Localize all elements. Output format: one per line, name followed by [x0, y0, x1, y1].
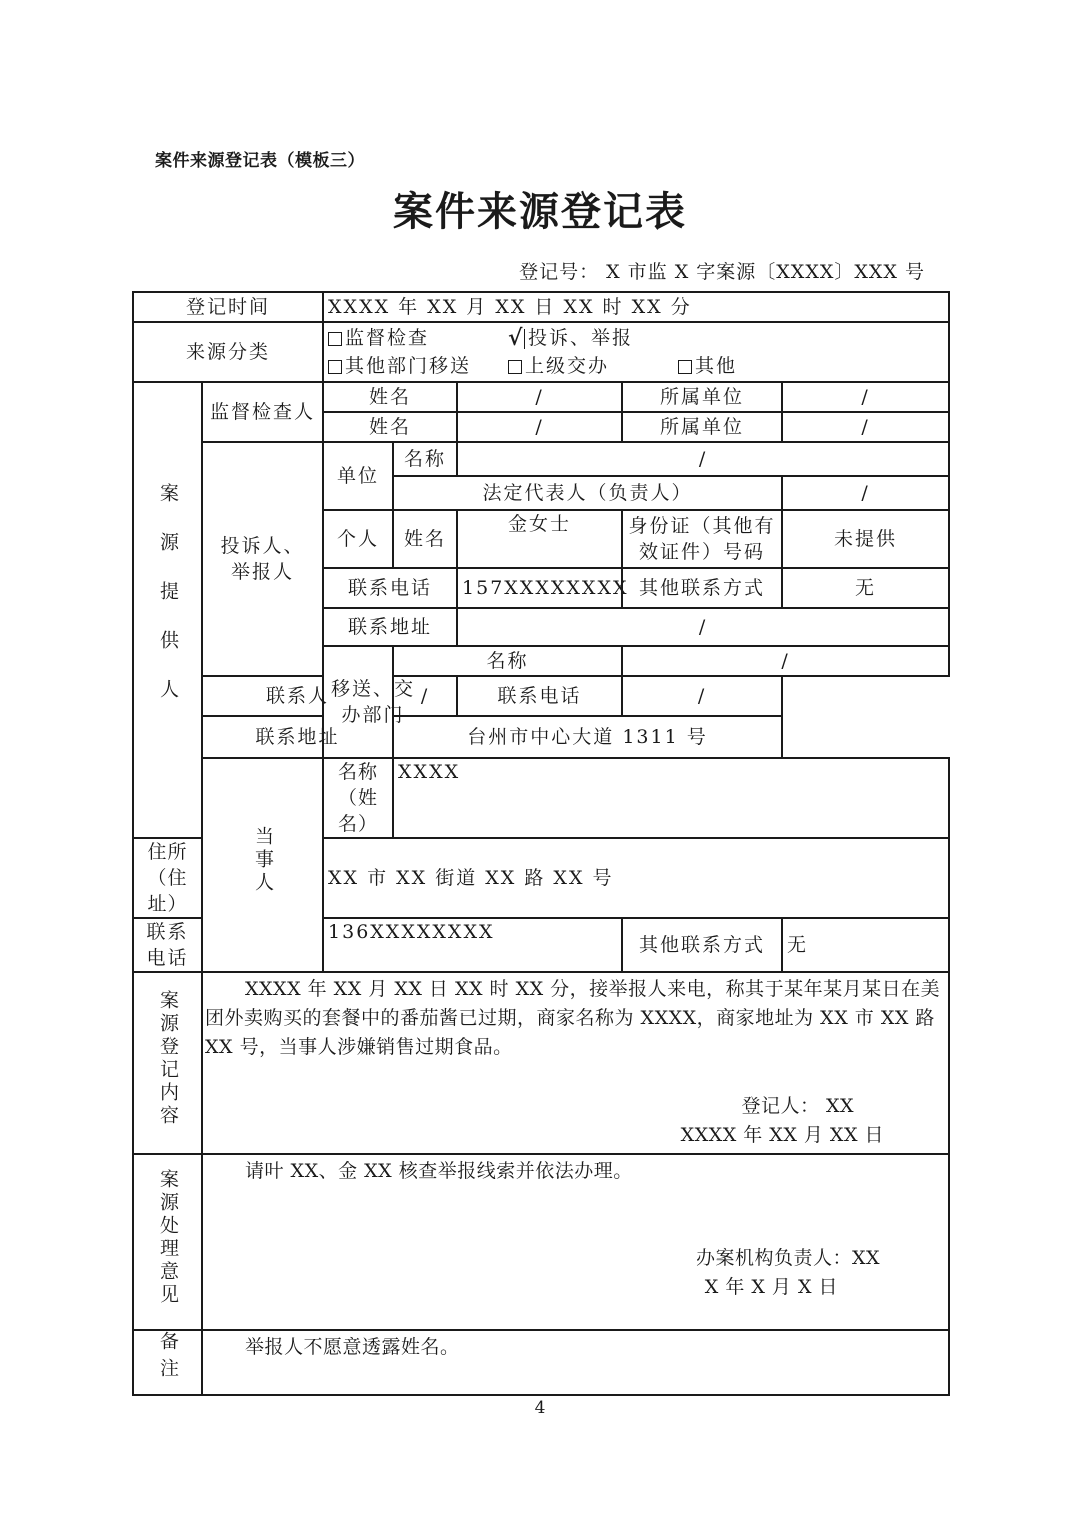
reg-time-value: XXXX 年 XX 月 XX 日 XX 时 XX 分: [323, 292, 949, 322]
registration-content-text: XXXX 年 XX 月 XX 日 XX 时 XX 分，接举报人来电，称其于某年某月某日在美团外卖购买的套餐中的番茄酱已过期，商家名称为 XXXX，商家地址为 XX 市 XX 路 XX 号，当事人涉嫌销售过期食品。: [205, 978, 941, 1058]
transfer-dept-label: 移送、交办部门: [323, 646, 393, 758]
option-supervision-inspection[interactable]: 监督检查: [328, 325, 478, 351]
remarks-cell: [202, 1330, 949, 1395]
remarks-label: 备注: [133, 1330, 202, 1395]
inspector-name-value: /: [457, 382, 622, 412]
complainant-other-contact-label: 其他联系方式: [622, 568, 782, 608]
person-label: 个人: [323, 510, 393, 568]
option-other[interactable]: 其他: [678, 353, 737, 379]
party-address-label: 住所（住址）: [133, 838, 202, 918]
legal-rep-value: /: [782, 476, 949, 510]
transfer-address-label: 联系地址: [202, 716, 393, 758]
party-other-contact-label: 其他联系方式: [622, 918, 782, 972]
party-section-label: [202, 758, 323, 972]
handling-date: X 年 X 月 X 日: [704, 1276, 839, 1298]
party-phone-value: 136XXXXXXXX: [323, 918, 622, 972]
option-superior-assignment[interactable]: 上级交办: [508, 353, 648, 379]
complainant-address-label: 联系地址: [323, 608, 457, 646]
checkbox-icon[interactable]: [328, 360, 342, 374]
complainant-phone-value: 157XXXXXXXX: [457, 568, 622, 608]
transfer-contact-label: 联系人: [202, 676, 393, 716]
registration-number: 登记号： X 市监 X 字案源〔XXXX〕XXX 号: [519, 261, 925, 283]
handling-opinion-label: 案源处理意见: [133, 1154, 202, 1330]
inspector-unit-label: 所属单位: [622, 412, 782, 442]
inspector-unit-value: /: [782, 382, 949, 412]
person-name-value: 金女士: [457, 510, 622, 568]
handling-officer: 办案机构负责人：XX: [695, 1247, 881, 1269]
complainant-address-value: /: [457, 608, 949, 646]
org-name-label: 名称: [393, 442, 457, 476]
complainant-label: 投诉人、举报人: [202, 442, 323, 676]
org-label: 单位: [323, 442, 393, 510]
option-other-department-transfer[interactable]: 其他部门移送: [328, 353, 478, 379]
inspector-unit-label: 所属单位: [622, 382, 782, 412]
person-name-label: 姓名: [393, 510, 457, 568]
complainant-other-contact-value: 无: [782, 568, 949, 608]
transfer-contact-value: /: [393, 676, 457, 716]
inspector-name-label: 姓名: [323, 412, 457, 442]
source-category-label: 来源分类: [133, 322, 323, 382]
checkbox-icon[interactable]: [508, 360, 522, 374]
legal-rep-label: 法定代表人（负责人）: [393, 476, 782, 510]
party-name-label: 名称（姓名）: [323, 758, 393, 838]
registration-content-cell: [202, 972, 949, 1154]
source-category-options: [323, 322, 949, 382]
id-label: 身份证（其他有效证件）号码: [622, 510, 782, 568]
registration-content-label: 案源登记内容: [133, 972, 202, 1154]
option-complaint-report[interactable]: √ 投诉、举报: [508, 325, 634, 351]
transfer-address-value: 台州市中心大道 1311 号: [393, 716, 782, 758]
inspector-unit-value: /: [782, 412, 949, 442]
case-source-form: [132, 291, 950, 1396]
reg-time-label: 登记时间: [133, 292, 323, 322]
id-value: 未提供: [782, 510, 949, 568]
party-phone-label: 联系电话: [133, 918, 202, 972]
page-number: 4: [534, 1398, 546, 1418]
transfer-name-label: 名称: [393, 646, 622, 676]
checkbox-icon[interactable]: [328, 332, 342, 346]
document-title: 案件来源登记表: [393, 189, 687, 235]
template-label: 案件来源登记表（模板三）: [155, 151, 365, 171]
transfer-name-value: /: [622, 646, 949, 676]
party-other-contact-value: 无: [782, 918, 949, 972]
transfer-phone-label: 联系电话: [457, 676, 622, 716]
handling-opinion-text: 请叶 XX、金 XX 核查举报线索并依法办理。: [245, 1160, 633, 1182]
transfer-phone-value: /: [622, 676, 782, 716]
handling-opinion-cell: [202, 1154, 949, 1330]
provider-section-label: [133, 382, 202, 838]
inspector-label: 监督检查人: [202, 382, 323, 442]
inspector-name-label: 姓名: [323, 382, 457, 412]
inspector-name-value: /: [457, 412, 622, 442]
party-name-value: XXXX: [393, 758, 949, 838]
remarks-text: 举报人不愿意透露姓名。: [245, 1336, 460, 1358]
checkbox-icon[interactable]: [678, 360, 692, 374]
party-label: 当事人: [252, 826, 274, 895]
org-name-value: /: [457, 442, 949, 476]
party-address-value: XX 市 XX 街道 XX 路 XX 号: [323, 838, 949, 918]
checkbox-checked-icon[interactable]: √: [508, 325, 525, 351]
provider-label: 案源提供人: [157, 483, 179, 728]
registrar: 登记人： XX: [741, 1095, 855, 1117]
complainant-phone-label: 联系电话: [323, 568, 457, 608]
registration-date: XXXX 年 XX 月 XX 日: [680, 1124, 885, 1146]
